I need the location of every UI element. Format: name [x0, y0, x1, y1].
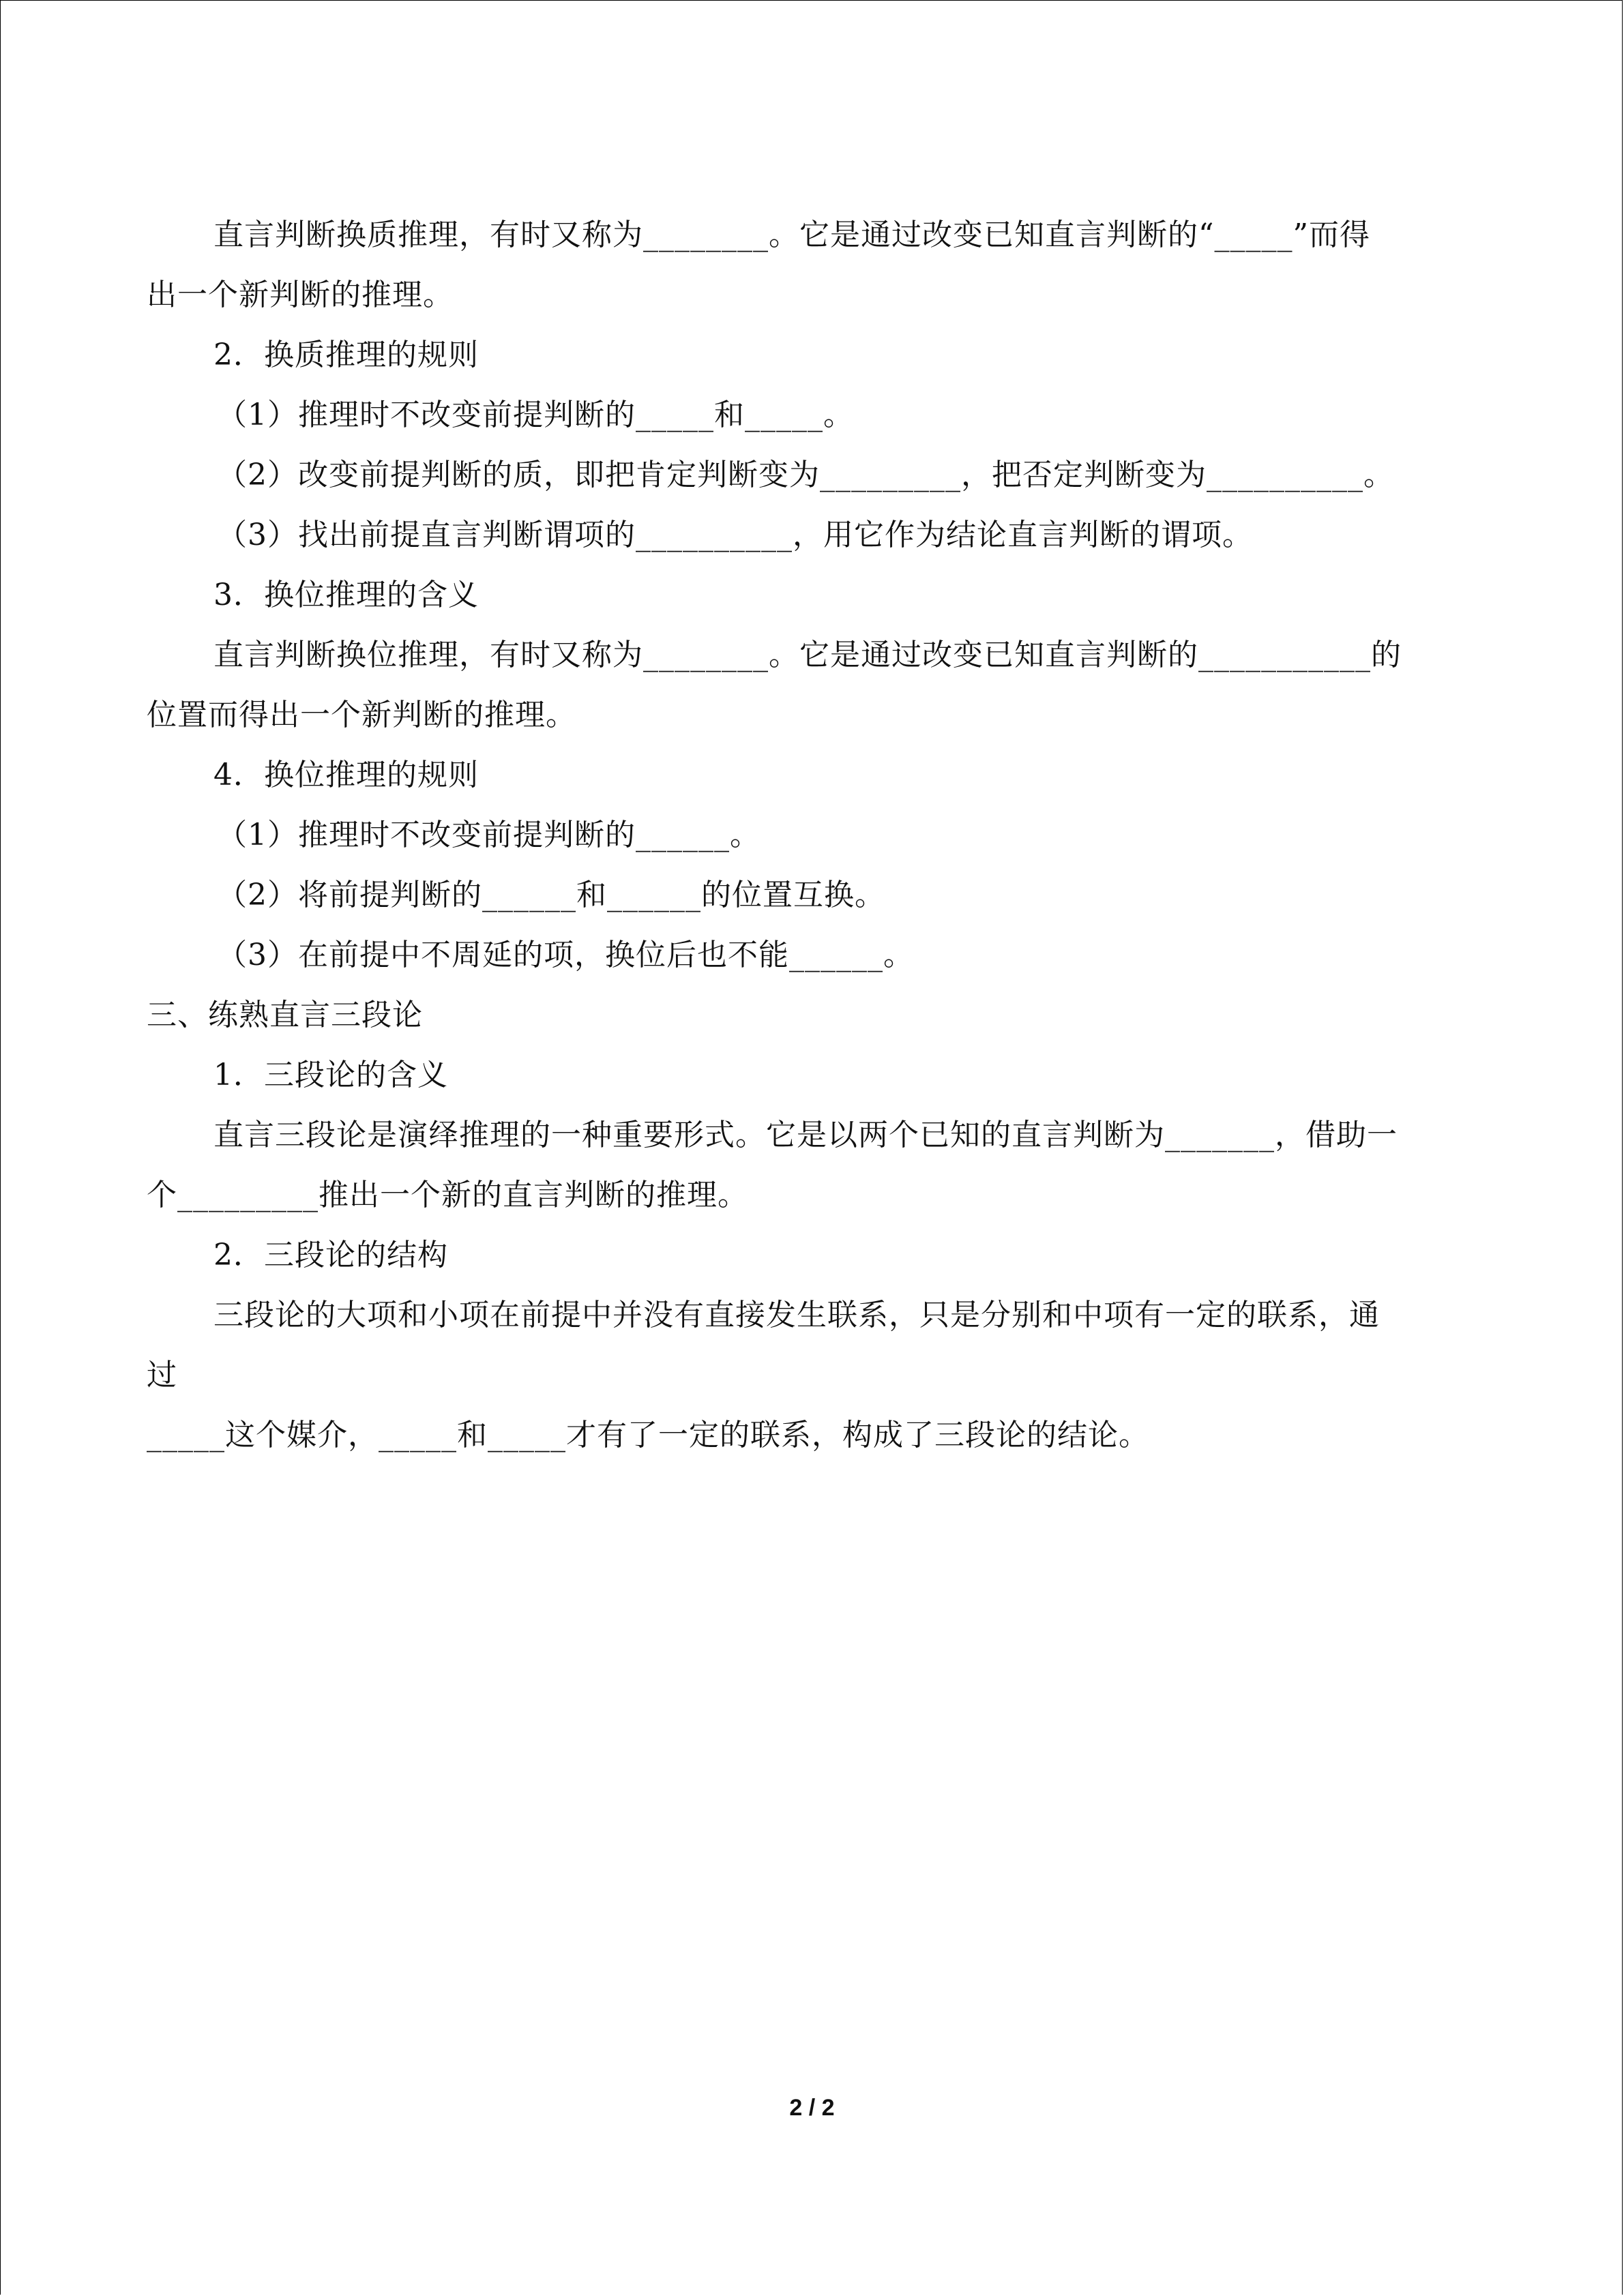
- paragraph-line: 过: [147, 1358, 177, 1392]
- section-heading: 2．换质推理的规则: [213, 338, 479, 372]
- page-number: 2 / 2: [789, 2095, 835, 2121]
- paragraph-line: 直言判断换位推理，有时又称为________。它是通过改变已知直言判断的___________的: [213, 638, 1402, 672]
- list-item: （3）找出前提直言判断谓项的__________，用它作为结论直言判断的谓项。: [217, 518, 1253, 552]
- chapter-heading: 三、练熟直言三段论: [147, 998, 423, 1032]
- section-heading: 1．三段论的含义: [213, 1058, 448, 1092]
- list-item: （1）推理时不改变前提判断的_____和_____。: [217, 398, 854, 432]
- section-heading: 3．换位推理的含义: [213, 578, 479, 612]
- list-item: （2）将前提判断的______和______的位置互换。: [217, 878, 885, 912]
- section-heading: 4．换位推理的规则: [213, 758, 479, 792]
- paragraph-line: 出一个新判断的推理。: [147, 278, 454, 312]
- paragraph-line: 直言判断换质推理，有时又称为________。它是通过改变已知直言判断的“_____”而得: [213, 218, 1370, 252]
- section-heading: 2．三段论的结构: [213, 1238, 448, 1272]
- list-item: （1）推理时不改变前提判断的______。: [217, 818, 761, 852]
- list-item: （2）改变前提判断的质，即把肯定判断变为_________，把否定判断变为__________。: [217, 458, 1394, 492]
- paragraph-line: 个_________推出一个新的直言判断的推理。: [147, 1178, 748, 1212]
- paragraph-line: 位置而得出一个新判断的推理。: [147, 698, 576, 732]
- paragraph-line: 直言三段论是演绎推理的一种重要形式。它是以两个已知的直言判断为_______，借助一: [213, 1118, 1398, 1152]
- paragraph-line: _____这个媒介，_____和_____才有了一定的联系，构成了三段论的结论。: [147, 1418, 1149, 1452]
- paragraph-line: 三段论的大项和小项在前提中并没有直接发生联系，只是分别和中项有一定的联系，通: [213, 1298, 1380, 1332]
- list-item: （3）在前提中不周延的项，换位后也不能______。: [217, 938, 914, 972]
